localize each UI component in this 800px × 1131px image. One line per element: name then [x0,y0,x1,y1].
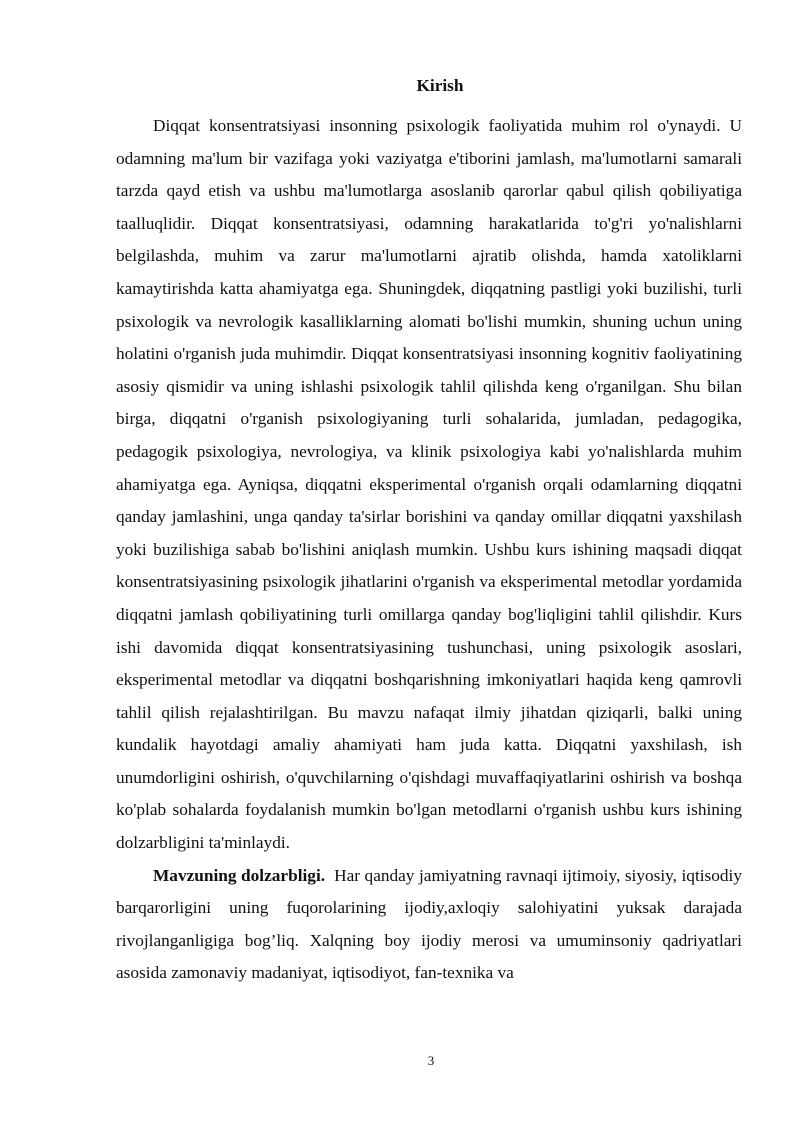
page-number: 3 [427,1053,435,1068]
body-text [116,110,742,990]
intro-paragraph: Diqqat konsentratsiyasi insonning psixologik faoliyatida muhim rol o'ynaydi. U odamning ma'lum bir vazifaga yoki vaziyatga e'tiborini jamlash, ma'lumotlarni samarali tarzda qayd etish va ushbu ma'lumotlarga asoslanib qarorlar qabul qilish qobiliyatiga taalluqlidir. Diqqat konsentratsiyasi, odamning harakatlarida to'g'ri yo'nalishlarni belgilashda, muhim va zarur ma'lumotlarni ajratib olishda, hamda xatoliklarni kamaytirishda katta ahamiyatga ega. Shuningdek, diqqatning pastligi yoki buzilishi, turli psixologik va nevrologik kasalliklarning alomati bo'lishi mumkin, shuning uchun uning holatini o'rganish juda muhimdir. Diqqat konsentratsiyasi insonning kognitiv faoliyatining asosiy qismidir va uning ishlashi psixologik tahlil qilishda keng o'rganilgan. Shu bilan birga, diqqatni o'rganish psixologiyaning turli sohalarida, jumladan, pedagogika, pedagogik psixologiya, nevrologiya, va klinik psixologiya kabi yo'nalishlarda muhim ahamiyatga ega. Ayniqsa, diqqatni eksperimental o'rganish orqali odamlarning diqqatni qanday jamlashini, unga qanday ta'sirlar borishini va qanday omillar diqqatni yaxshilash yoki buzilishiga sabab bo'lishini aniqlash mumkin. Ushbu kurs ishining maqsadi diqqat konsentratsiyasining psixologik jihatlarini o'rganish va eksperimental metodlar yordamida diqqatni jamlash qobiliyatining turli omillarga qanday bog'liqligini tahlil qilishdir. Kurs ishi davomida diqqat konsentratsiyasining tushunchasi, uning psixologik asoslari, eksperimental metodlar va diqqatni boshqarishning imkoniyatlari haqida keng qamrovli tahlil qilish rejalashtirilgan. Bu mavzu nafaqat ilmiy jihatdan qiziqarli, balki uning kundalik hayotdagi amaliy ahamiyati ham juda katta. Diqqatni yaxshilash, ish unumdorligini oshirish, o'quvchilarning o'qishdagi muvaffaqiyatlarini oshirish va boshqa ko'plab sohalarda foydalanish mumkin bo'lgan metodlarni o'rganish ushbu kurs ishining dolzarbligini ta'minlaydi. [116,116,742,853]
section-title: Kirish [416,76,464,95]
relevance-paragraph [116,860,742,990]
relevance-text: Har qanday jamiyatning ravnaqi ijtimoiy, siyosiy, iqtisodiy barqarorligini uning fuqorolarining ijodiy,axloqiy salohiyatini yuksak darajada rivojlanganligiga bog’liq. Xalqning boy ijodiy merosi va umuminsoniy qadriyatlari asosida zamonaviy madaniyat, iqtisodiyot, fan-texnika va [116,865,743,983]
relevance-heading: Mavzuning dolzarbligi. [153,865,326,885]
